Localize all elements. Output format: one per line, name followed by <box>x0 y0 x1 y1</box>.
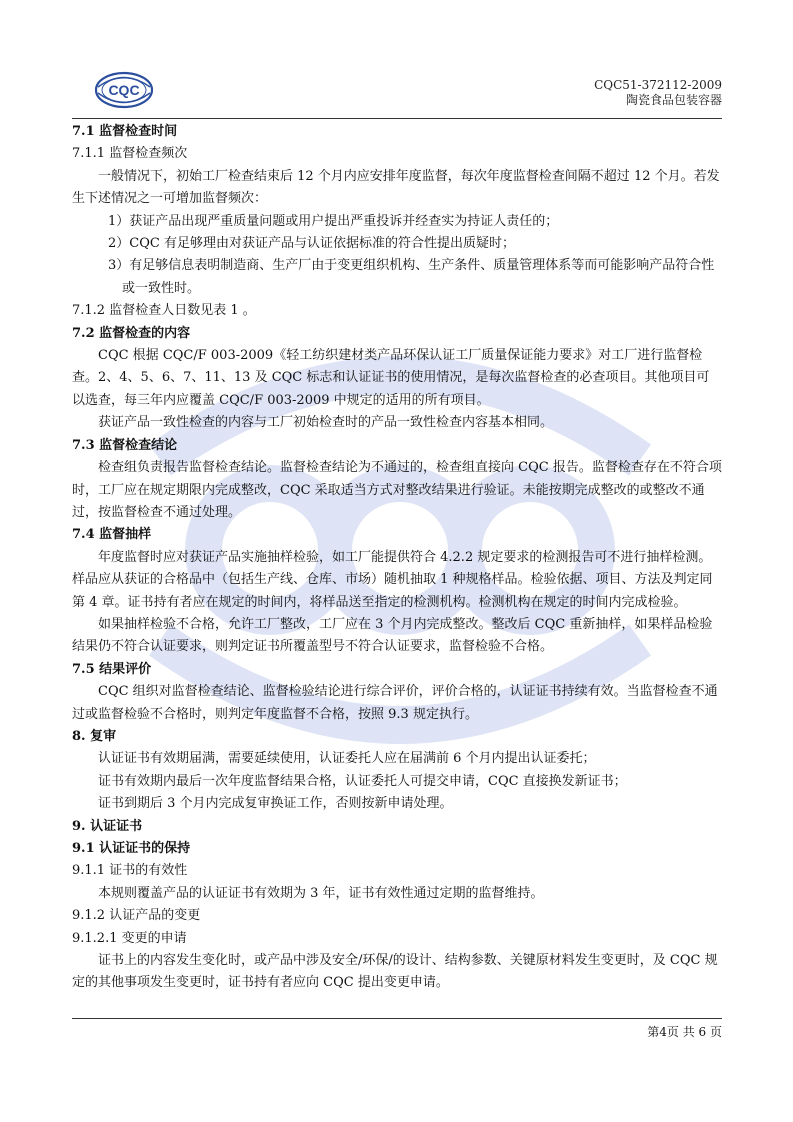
paragraph-7-3: 检查组负责报告监督检查结论。监督检查结论为不通过的，检查组直接向 CQC 报告。监督检查存在不符合项时，工厂应在规定期限内完成整改，CQC 采取适当方式对整改结果进行验证。未能按期完成整改的或整改不通过，按监督检查不通过处理。 <box>72 460 722 520</box>
paragraph-7-2-1: CQC 根据 CQC/F 003-2009《轻工纺织建材类产品环保认证工厂质量保证能力要求》对工厂进行监督检查。2、4、5、6、7、11、13 及 CQC 标志和认证证书的使用情况，是每次监督检查的必查项目。其他项目可以选查，每三年内应覆盖 CQC/F 003-2009 中规定的适用的所有项目。 <box>72 348 710 408</box>
paragraph-7-4-2: 如果抽样检验不合格，允许工厂整改，工厂应在 3 个月内完成整改。整改后 CQC 重新抽样，如果样品检验结果仍不符合认证要求，则判定证书所覆盖型号不符合认证要求，监督检验不合格。 <box>72 616 713 655</box>
page-header <box>72 66 722 119</box>
list-item-3: 3）有足够信息表明制造商、生产厂由于变更组织机构、生产条件、质量管理体系等而可能影响产品符合性或一致性时。 <box>108 258 715 296</box>
paragraph-7-4-1: 年度监督时应对获证产品实施抽样检验，如工厂能提供符合 4.2.2 规定要求的检测报告可不进行抽样检测。样品应从获证的合格品中（包括生产线、仓库、市场）随机抽取 1 种规格样品。检验依据、项目、方法及判定同第 4 章。证书持有者应在规定的时间内，将样品送至指定的检测机构。检测机构在规定的时间内完成检验。 <box>72 549 713 610</box>
section-heading-9-1: 9.1 认证证书的保持 <box>72 841 191 856</box>
subsection-7-1-2: 7.1.2 监督检查人日数见表 1 。 <box>72 303 256 319</box>
paragraph-7-1-1: 一般情况下，初始工厂检查结束后 12 个月内应安排年度监督，每次年度监督检查间隔不超过 12 个月。若发生下述情况之一可增加监督频次： <box>72 168 720 207</box>
header-info <box>594 78 722 108</box>
paragraph-8-2: 证书有效期内最后一次年度监督结果合格，认证委托人可提交申请，CQC 直接换发新证书； <box>98 773 627 789</box>
section-heading-7-1: 7.1 监督检查时间 <box>72 124 178 139</box>
paragraph-8-3: 证书到期后 3 个月内完成复审换证工作，否则按新申请处理。 <box>98 796 453 812</box>
subsection-heading-7-1-1: 7.1.1 监督检查频次 <box>72 146 188 162</box>
list-item-1: 1）获证产品出现严重质量问题或用户提出严重投诉并经查实为持证人责任的； <box>108 213 559 229</box>
paragraph-9-1-1: 本规则覆盖产品的认证证书有效期为 3 年，证书有效性通过定期的监督维持。 <box>98 885 544 901</box>
section-heading-7-3: 7.3 监督检查结论 <box>72 437 178 453</box>
page-number: 第4页 共 6 页 <box>647 1025 722 1039</box>
section-heading-7-2: 7.2 监督检查的内容 <box>72 325 191 341</box>
doc-title: 陶瓷食品包装容器 <box>625 93 722 107</box>
subsection-heading-9-1-1: 9.1.1 证书的有效性 <box>72 863 188 879</box>
list-item-2: 2）CQC 有足够理由对获证产品与认证依据标准的符合性提出质疑时； <box>108 236 515 252</box>
section-heading-7-4: 7.4 监督抽样 <box>72 527 152 543</box>
section-heading-7-5: 7.5 结果评价 <box>72 661 152 677</box>
paragraph-8-1: 认证证书有效期届满，需要延续使用，认证委托人应在届满前 6 个月内提出认证委托； <box>98 751 596 767</box>
subsection-heading-9-1-2: 9.1.2 认证产品的变更 <box>72 908 201 924</box>
document-body <box>72 121 722 995</box>
paragraph-9-1-2-1: 证书上的内容发生变化时，或产品中涉及安全/环保/的设计、结构参数、关键原材料发生变更时，及 CQC 规定的其他事项发生变更时，证书持有者应向 CQC 提出变更申请。 <box>72 953 718 991</box>
paragraph-7-5: CQC 组织对监督检查结论、监督检验结论进行综合评价，评价合格的，认证证书持续有效。当监督检查不通过或监督检验不合格时，则判定年度监督不合格，按照 9.3 规定执行。 <box>72 684 718 722</box>
page-footer <box>72 1018 722 1039</box>
subsection-heading-9-1-2-1: 9.1.2.1 变更的申请 <box>72 930 187 946</box>
cqc-logo-icon <box>94 70 154 110</box>
svg-text:CQC: CQC <box>108 82 140 98</box>
section-heading-9: 9. 认证证书 <box>72 818 143 834</box>
paragraph-7-2-2: 获证产品一致性检查的内容与工厂初始检查时的产品一致性检查内容基本相同。 <box>98 415 554 431</box>
section-heading-8: 8. 复审 <box>72 728 117 744</box>
doc-code: CQC51-372112-2009 <box>594 78 722 92</box>
